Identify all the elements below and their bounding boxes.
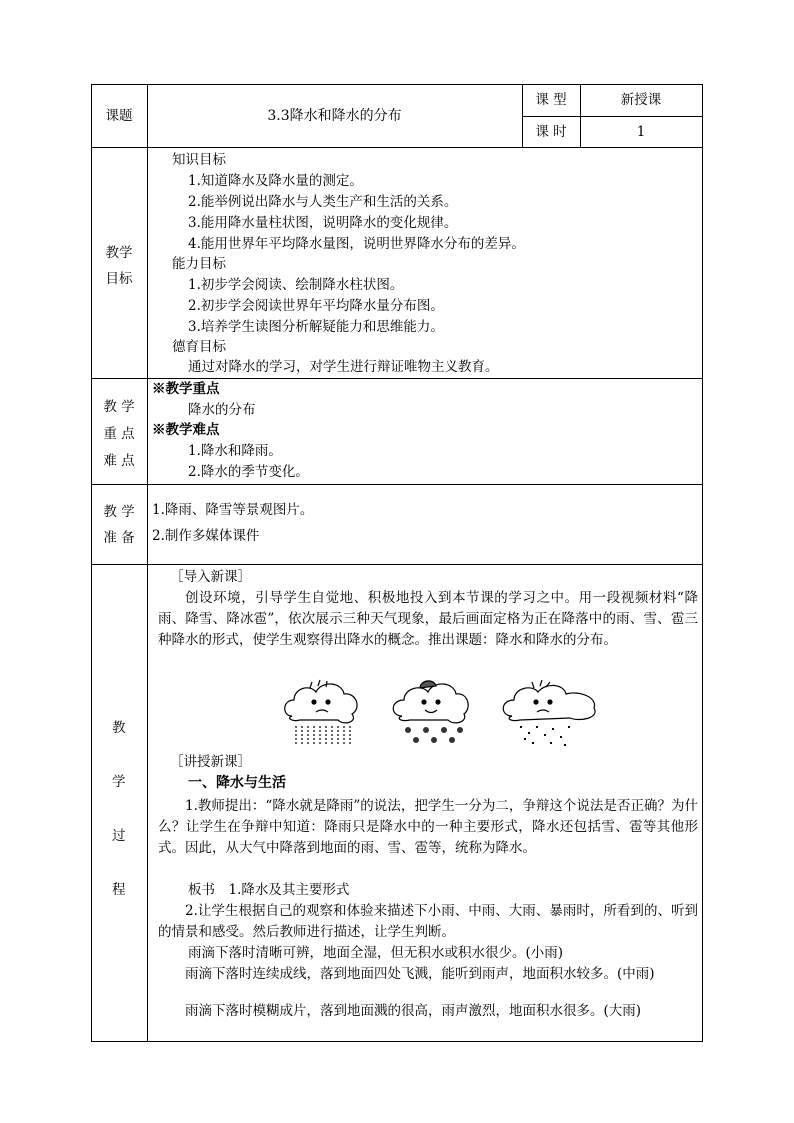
difficulty-heading: ※教学难点 bbox=[152, 422, 220, 438]
objectives-label-line2: 目标 bbox=[105, 271, 133, 287]
row-line-3 bbox=[91, 484, 703, 485]
keypoints-label-line3: 难 点 bbox=[103, 453, 135, 469]
process-label-char-1: 教 bbox=[112, 720, 126, 736]
table-border-right bbox=[702, 84, 703, 1042]
preparation-row-label bbox=[91, 499, 147, 551]
hail-cloud-icon bbox=[503, 680, 595, 746]
col-line-label bbox=[147, 84, 148, 1042]
ability-item-3: 3.培养学生读图分析解疑能力和思维能力。 bbox=[188, 319, 444, 335]
snow-cloud-icon bbox=[393, 681, 468, 743]
row-line-1 bbox=[91, 147, 703, 148]
moral-heading: 德育目标 bbox=[172, 339, 226, 355]
preparation-item-1: 1.降雨、降雪等景观图片。 bbox=[152, 502, 314, 518]
knowledge-item-3: 3.能用降水量柱状图，说明降水的变化规律。 bbox=[188, 215, 458, 231]
preparation-label-line1: 教 学 bbox=[103, 504, 135, 520]
lesson-title: 3.3降水和降水的分布 bbox=[267, 108, 402, 124]
board-text: 板书 1.降水及其主要形式 bbox=[188, 882, 350, 898]
intro-heading: ［导入新课］ bbox=[170, 569, 251, 585]
observation-paragraph: 2.让学生根据自己的观察和体验来描述下小雨、中雨、大雨、暴雨时，所看到的、听到的情景和感受。然后教师进行描述，让学生判断。 bbox=[158, 903, 698, 940]
key-text: 降水的分布 bbox=[188, 402, 256, 418]
process-label-char-2: 学 bbox=[112, 774, 126, 790]
weather-clouds-illustration bbox=[280, 676, 610, 752]
preparation-item-2: 2.制作多媒体课件 bbox=[152, 528, 260, 544]
key-heading: ※教学重点 bbox=[152, 381, 220, 397]
knowledge-item-4: 4.能用世界年平均降水量图，说明世界降水分布的差异。 bbox=[188, 236, 525, 252]
header-mid-line bbox=[522, 116, 703, 117]
topic-label: 课题 bbox=[105, 108, 133, 124]
table-border-bottom bbox=[91, 1041, 703, 1042]
ability-item-1: 1.初步学会阅读、绘制降水柱状图。 bbox=[188, 277, 404, 293]
objectives-row-label bbox=[91, 240, 147, 292]
keypoints-row-label bbox=[91, 394, 147, 475]
new-lesson-heading: ［讲授新课］ bbox=[170, 754, 251, 770]
difficulty-item-1: 1.降水和降雨。 bbox=[188, 443, 282, 459]
process-label-char-4: 程 bbox=[112, 882, 126, 898]
hours-label: 课 时 bbox=[535, 124, 567, 140]
ability-heading: 能力目标 bbox=[172, 256, 226, 272]
type-label: 课 型 bbox=[535, 92, 567, 108]
knowledge-item-2: 2.能举例说出降水与人类生产和生活的关系。 bbox=[188, 194, 458, 210]
ability-item-2: 2.初步学会阅读世界年平均降水量分布图。 bbox=[188, 298, 444, 314]
objectives-label-line1: 教学 bbox=[105, 245, 133, 261]
section-title: 一、降水与生活 bbox=[188, 775, 286, 791]
table-border-left bbox=[91, 84, 92, 1042]
intro-paragraph: 创设环境，引导学生自觉地、积极地投入到本节课的学习之中。用一段视频材料“降雨、降雪、降冰雹”，依次展示三种天气现象，最后画面定格为正在降落中的雨、雪、雹三种降水的形式，使学生观察得出降水的概念。推出课题：降水和降水的分布。 bbox=[158, 590, 698, 648]
knowledge-heading: 知识目标 bbox=[172, 152, 226, 168]
moderate-rain-text: 雨滴下落时连续成线，落到地面四处飞溅，能听到雨声，地面积水较多。(中雨) bbox=[185, 966, 655, 982]
keypoints-label-line1: 教 学 bbox=[103, 399, 135, 415]
row-line-4 bbox=[91, 564, 703, 565]
knowledge-item-1: 1.知道降水及降水量的测定。 bbox=[188, 173, 363, 189]
keypoints-label-line2: 重 点 bbox=[103, 426, 135, 442]
rain-cloud-icon bbox=[285, 680, 357, 744]
moral-text: 通过对降水的学习，对学生进行辩证唯物主义教育。 bbox=[188, 359, 499, 375]
heavy-rain-text: 雨滴下落时模糊成片，落到地面溅的很高，雨声激烈，地面积水很多。(大雨) bbox=[185, 1003, 642, 1019]
difficulty-item-2: 2.降水的季节变化。 bbox=[188, 464, 309, 480]
type-value: 新授课 bbox=[620, 92, 662, 108]
light-rain-text: 雨滴下落时清晰可辨，地面全湿，但无积水或积水很少。(小雨) bbox=[188, 945, 564, 961]
hours-value: 1 bbox=[636, 124, 646, 140]
preparation-label-line2: 准 备 bbox=[103, 530, 135, 546]
discussion-paragraph: 1.教师提出：“降水就是降雨”的说法，把学生一分为二，争辩这个说法是否正确？为什么？让学生在争辩中知道：降雨只是降水中的一种主要形式，降水还包括雪、雹等其他形式。因此，从大气中降落到地面的雨、雪、雹等，统称为降水。 bbox=[158, 798, 698, 856]
process-label-char-3: 过 bbox=[112, 828, 126, 844]
table-border-top bbox=[91, 84, 703, 85]
